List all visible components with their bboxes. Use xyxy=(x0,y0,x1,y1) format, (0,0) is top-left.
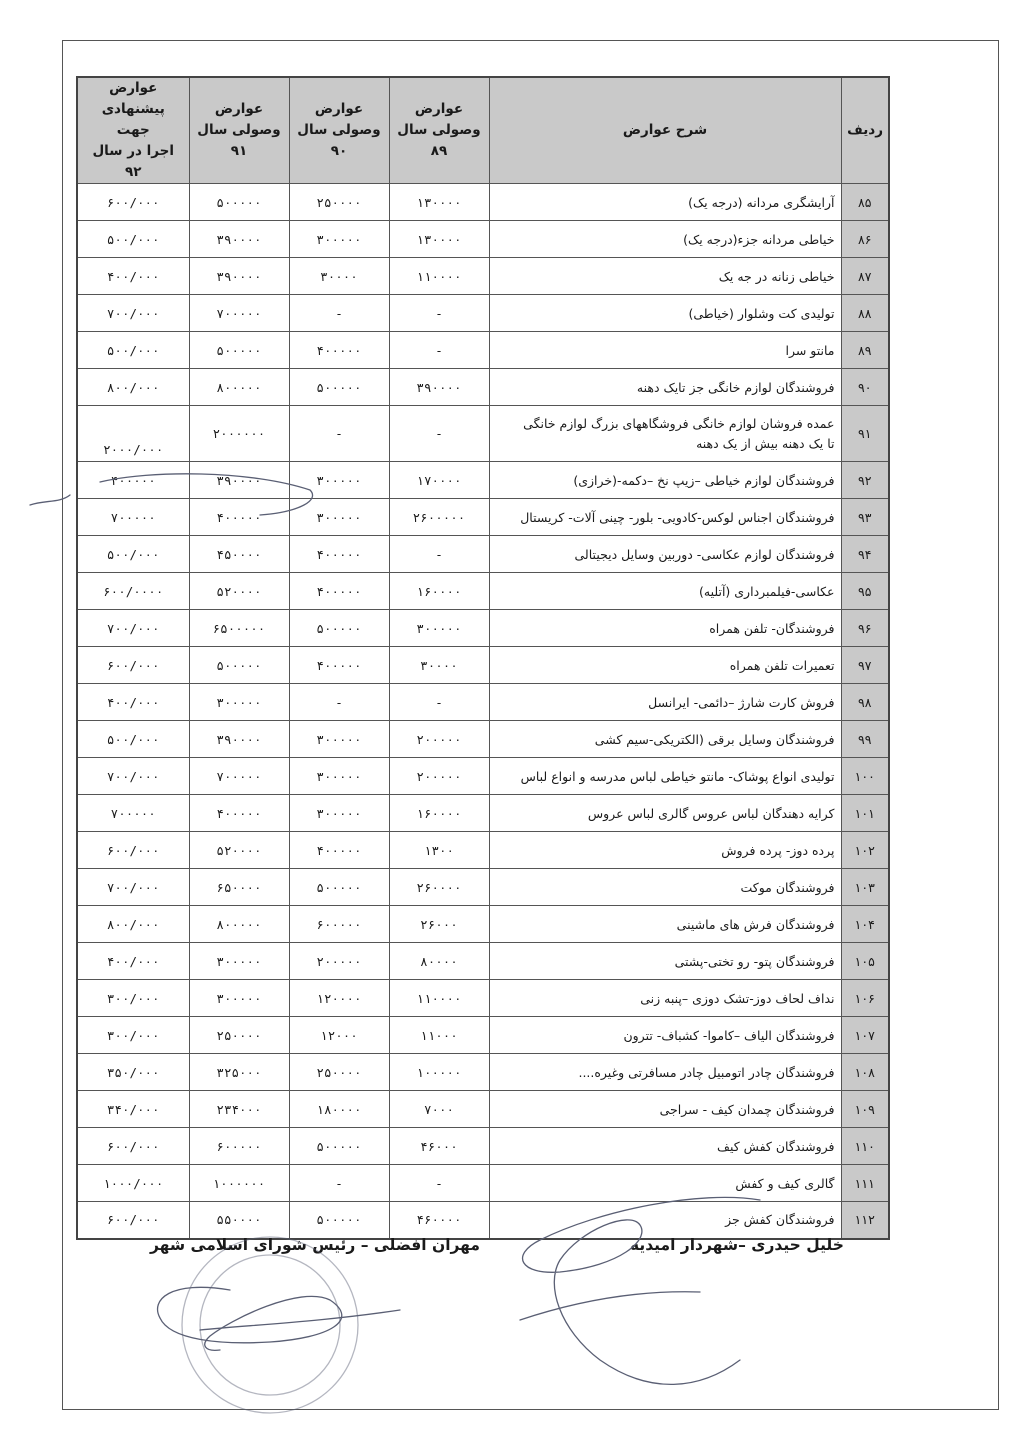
year-90-cell: ۵۰۰۰۰۰ xyxy=(289,1202,389,1239)
row-number-cell: ۹۰ xyxy=(841,369,889,406)
year-90-cell: ۵۰۰۰۰۰ xyxy=(289,369,389,406)
proposed-92-cell: ۵۰۰/۰۰۰ xyxy=(77,721,189,758)
year-91-cell: ۳۰۰۰۰۰ xyxy=(189,684,289,721)
proposed-92-cell: ۶۰۰/۰۰۰ xyxy=(77,1202,189,1239)
year-91-cell: ۸۰۰۰۰۰ xyxy=(189,906,289,943)
year-89-cell: ۱۱۰۰۰۰ xyxy=(389,980,489,1017)
year-91-cell: ۲۳۴۰۰۰ xyxy=(189,1091,289,1128)
year-90-cell: ۲۰۰۰۰۰ xyxy=(289,943,389,980)
year-91-cell: ۴۵۰۰۰۰ xyxy=(189,536,289,573)
proposed-92-cell: ۶۰۰/۰۰۰ xyxy=(77,832,189,869)
row-number-cell: ۱۰۵ xyxy=(841,943,889,980)
year-90-cell: ۳۰۰۰۰۰ xyxy=(289,721,389,758)
year-90-cell: ۳۰۰۰۰۰ xyxy=(289,221,389,258)
row-number-cell: ۹۸ xyxy=(841,684,889,721)
header-row xyxy=(77,77,889,184)
proposed-92-cell: ۶۰۰/۰۰۰ xyxy=(77,1128,189,1165)
description-cell: فروشندگان- تلفن همراه xyxy=(489,610,841,647)
year-89-cell: - xyxy=(389,295,489,332)
description-cell: فروشندگان وسایل برقی (الکتریکی-سیم کشی xyxy=(489,721,841,758)
table-row xyxy=(77,1017,889,1054)
year-89-cell: ۲۰۰۰۰۰ xyxy=(389,758,489,795)
year-89-cell: ۱۱۰۰۰۰ xyxy=(389,258,489,295)
year-89-cell: ۲۰۰۰۰۰ xyxy=(389,721,489,758)
year-90-cell: - xyxy=(289,406,389,462)
year-90-cell: ۵۰۰۰۰۰ xyxy=(289,869,389,906)
year-91-cell: ۵۲۰۰۰۰ xyxy=(189,832,289,869)
year-90-cell: ۴۰۰۰۰۰ xyxy=(289,536,389,573)
year-91-cell: ۸۰۰۰۰۰ xyxy=(189,369,289,406)
description-cell: فروشندگان کفش کیف xyxy=(489,1128,841,1165)
year-90-cell: - xyxy=(289,1165,389,1202)
header-proposed-92: عوارض پیشنهادی جهت اجرا در سال ۹۲ xyxy=(77,77,189,184)
year-89-cell: ۱۱۰۰۰ xyxy=(389,1017,489,1054)
table-row xyxy=(77,980,889,1017)
proposed-92-cell: ۱۰۰۰/۰۰۰ xyxy=(77,1165,189,1202)
year-91-cell: ۳۹۰۰۰۰ xyxy=(189,462,289,499)
proposed-92-cell: ۸۰۰/۰۰۰ xyxy=(77,369,189,406)
proposed-92-cell: ۵۰۰/۰۰۰ xyxy=(77,332,189,369)
table-row xyxy=(77,647,889,684)
description-cell: مانتو سرا xyxy=(489,332,841,369)
year-90-cell: ۱۸۰۰۰۰ xyxy=(289,1091,389,1128)
year-89-cell: ۳۹۰۰۰۰ xyxy=(389,369,489,406)
proposed-92-cell: ۴۰۰/۰۰۰ xyxy=(77,684,189,721)
year-90-cell: ۴۰۰۰۰۰ xyxy=(289,332,389,369)
row-number-cell: ۹۵ xyxy=(841,573,889,610)
description-cell: فروشندگان چمدان کیف - سراجی xyxy=(489,1091,841,1128)
table-row xyxy=(77,906,889,943)
header-year-90: عوارض وصولی سال ۹۰ xyxy=(289,77,389,184)
table-row xyxy=(77,1165,889,1202)
year-89-cell: - xyxy=(389,684,489,721)
year-89-cell: ۱۳۰۰۰۰ xyxy=(389,184,489,221)
header-description: شرح عوارض xyxy=(489,77,841,184)
row-number-cell: ۱۰۶ xyxy=(841,980,889,1017)
description-cell: فروشندگان موکت xyxy=(489,869,841,906)
year-89-cell: ۱۳۰۰۰۰ xyxy=(389,221,489,258)
year-89-cell: ۱۰۰۰۰۰ xyxy=(389,1054,489,1091)
year-90-cell: ۳۰۰۰۰۰ xyxy=(289,499,389,536)
year-91-cell: ۴۰۰۰۰۰ xyxy=(189,795,289,832)
proposed-92-cell: ۳۵۰/۰۰۰ xyxy=(77,1054,189,1091)
row-number-cell: ۹۱ xyxy=(841,406,889,462)
proposed-92-cell: ۵۰۰/۰۰۰ xyxy=(77,221,189,258)
row-number-cell: ۱۱۱ xyxy=(841,1165,889,1202)
table-row xyxy=(77,184,889,221)
table-row xyxy=(77,221,889,258)
year-89-cell: ۲۶۰۰۰۰ xyxy=(389,869,489,906)
description-cell: عکاسی-فیلمبرداری (آتلیه) xyxy=(489,573,841,610)
year-89-cell: ۱۳۰۰ xyxy=(389,832,489,869)
year-91-cell: ۲۰۰۰۰۰۰ xyxy=(189,406,289,462)
year-89-cell: - xyxy=(389,406,489,462)
year-91-cell: ۳۹۰۰۰۰ xyxy=(189,721,289,758)
table-row xyxy=(77,610,889,647)
row-number-cell: ۸۷ xyxy=(841,258,889,295)
proposed-92-cell: ۷۰۰۰۰۰ xyxy=(77,795,189,832)
proposed-92-cell: ۶۰۰/۰۰۰ xyxy=(77,647,189,684)
description-cell: تولیدی انواع پوشاک- مانتو خیاطی لباس مدرسه و انواع لباس xyxy=(489,758,841,795)
year-89-cell: ۴۶۰۰۰۰ xyxy=(389,1202,489,1239)
row-number-cell: ۹۴ xyxy=(841,536,889,573)
row-number-cell: ۱۰۳ xyxy=(841,869,889,906)
council-head-signature-line: مهران افضلی – رئیس شورای اسلامی شهر xyxy=(150,1236,480,1254)
year-89-cell: - xyxy=(389,332,489,369)
year-91-cell: ۶۰۰۰۰۰ xyxy=(189,1128,289,1165)
year-91-cell: ۵۰۰۰۰۰ xyxy=(189,184,289,221)
description-cell: تولیدی کت وشلوار (خیاطی) xyxy=(489,295,841,332)
description-cell: آرایشگری مردانه (درجه یک) xyxy=(489,184,841,221)
table-row xyxy=(77,258,889,295)
year-91-cell: ۳۰۰۰۰۰ xyxy=(189,943,289,980)
year-90-cell: ۴۰۰۰۰۰ xyxy=(289,832,389,869)
row-number-cell: ۱۰۸ xyxy=(841,1054,889,1091)
year-90-cell: ۴۰۰۰۰۰ xyxy=(289,647,389,684)
year-90-cell: ۲۵۰۰۰۰ xyxy=(289,1054,389,1091)
proposed-92-cell: ۷۰۰/۰۰۰ xyxy=(77,758,189,795)
description-cell: فروش کارت شارژ –دائمی- ایرانسل xyxy=(489,684,841,721)
header-year-91: عوارض وصولی سال ۹۱ xyxy=(189,77,289,184)
proposed-92-cell: ۶۰۰/۰۰۰ xyxy=(77,184,189,221)
proposed-92-cell: ۴۰۰/۰۰۰ xyxy=(77,258,189,295)
table-row xyxy=(77,758,889,795)
header-year-89: عوارض وصولی سال ۸۹ xyxy=(389,77,489,184)
table-row xyxy=(77,832,889,869)
proposed-92-cell: ۷۰۰۰۰۰ xyxy=(77,499,189,536)
row-number-cell: ۸۵ xyxy=(841,184,889,221)
year-89-cell: - xyxy=(389,536,489,573)
proposed-92-cell: ۳۰۰/۰۰۰ xyxy=(77,1017,189,1054)
year-91-cell: ۳۰۰۰۰۰ xyxy=(189,980,289,1017)
header-row-number: ردیف xyxy=(841,77,889,184)
proposed-92-cell: ۷۰۰/۰۰۰ xyxy=(77,610,189,647)
year-91-cell: ۷۰۰۰۰۰ xyxy=(189,758,289,795)
table-row xyxy=(77,573,889,610)
year-91-cell: ۵۵۰۰۰۰ xyxy=(189,1202,289,1239)
year-91-cell: ۶۵۰۰۰۰ xyxy=(189,869,289,906)
year-90-cell: ۱۲۰۰۰ xyxy=(289,1017,389,1054)
row-number-cell: ۱۰۷ xyxy=(841,1017,889,1054)
table-row xyxy=(77,1091,889,1128)
proposed-92-cell: ۳۰۰/۰۰۰ xyxy=(77,980,189,1017)
description-cell: فروشندگان پتو- رو تختی-پشتی xyxy=(489,943,841,980)
table-row xyxy=(77,1128,889,1165)
year-90-cell: ۳۰۰۰۰ xyxy=(289,258,389,295)
table-row xyxy=(77,1202,889,1239)
description-cell: خیاطی زنانه در جه یک xyxy=(489,258,841,295)
year-89-cell: ۷۰۰۰ xyxy=(389,1091,489,1128)
proposed-92-cell: ۵۰۰/۰۰۰ xyxy=(77,536,189,573)
description-cell: پرده دوز- پرده فروش xyxy=(489,832,841,869)
tariff-table xyxy=(76,76,890,1240)
proposed-92-cell: ۶۰۰/۰۰۰۰ xyxy=(77,573,189,610)
row-number-cell: ۱۰۱ xyxy=(841,795,889,832)
year-91-cell: ۶۵۰۰۰۰۰ xyxy=(189,610,289,647)
row-number-cell: ۹۹ xyxy=(841,721,889,758)
year-90-cell: ۵۰۰۰۰۰ xyxy=(289,610,389,647)
year-90-cell: ۶۰۰۰۰۰ xyxy=(289,906,389,943)
description-cell: خیاطی مردانه جزء(درجه یک) xyxy=(489,221,841,258)
table-row xyxy=(77,721,889,758)
table-row xyxy=(77,684,889,721)
year-91-cell: ۳۲۵۰۰۰ xyxy=(189,1054,289,1091)
year-90-cell: ۱۲۰۰۰۰ xyxy=(289,980,389,1017)
mayor-signature-line: خلیل حیدری –شهردار امیدیه xyxy=(630,1236,844,1254)
table-row xyxy=(77,406,889,462)
year-89-cell: ۴۶۰۰۰ xyxy=(389,1128,489,1165)
row-number-cell: ۹۷ xyxy=(841,647,889,684)
year-89-cell: ۸۰۰۰۰ xyxy=(389,943,489,980)
year-90-cell: ۵۰۰۰۰۰ xyxy=(289,1128,389,1165)
row-number-cell: ۱۰۲ xyxy=(841,832,889,869)
year-90-cell: ۳۰۰۰۰۰ xyxy=(289,462,389,499)
table-row xyxy=(77,332,889,369)
proposed-92-cell: ۳۴۰/۰۰۰ xyxy=(77,1091,189,1128)
description-cell: تعمیرات تلفن همراه xyxy=(489,647,841,684)
table-row xyxy=(77,499,889,536)
description-cell: فروشندگان فرش های ماشینی xyxy=(489,906,841,943)
description-cell: گالری کیف و کفش xyxy=(489,1165,841,1202)
year-89-cell: ۲۶۰۰۰ xyxy=(389,906,489,943)
year-89-cell: ۳۰۰۰۰۰ xyxy=(389,610,489,647)
description-cell: نداف لحاف دوز-تشک دوزی –پنبه زنی xyxy=(489,980,841,1017)
year-89-cell: - xyxy=(389,1165,489,1202)
proposed-92-cell: ۷۰۰/۰۰۰ xyxy=(77,295,189,332)
year-90-cell: ۳۰۰۰۰۰ xyxy=(289,795,389,832)
proposed-92-cell: ۸۰۰/۰۰۰ xyxy=(77,906,189,943)
row-number-cell: ۹۳ xyxy=(841,499,889,536)
row-number-cell: ۸۹ xyxy=(841,332,889,369)
year-90-cell: ۴۰۰۰۰۰ xyxy=(289,573,389,610)
table-row xyxy=(77,795,889,832)
row-number-cell: ۸۶ xyxy=(841,221,889,258)
year-89-cell: ۱۶۰۰۰۰ xyxy=(389,573,489,610)
row-number-cell: ۸۸ xyxy=(841,295,889,332)
year-90-cell: ۳۰۰۰۰۰ xyxy=(289,758,389,795)
table-row xyxy=(77,943,889,980)
year-90-cell: - xyxy=(289,684,389,721)
table-row xyxy=(77,369,889,406)
description-cell: فروشندگان اجناس لوکس-کادویی- بلور- چینی آلات- کریستال xyxy=(489,499,841,536)
table-row xyxy=(77,536,889,573)
year-91-cell: ۵۰۰۰۰۰ xyxy=(189,647,289,684)
description-cell: فروشندگان چادر اتومبیل چادر مسافرتی وغیره.... xyxy=(489,1054,841,1091)
row-number-cell: ۹۶ xyxy=(841,610,889,647)
year-89-cell: ۱۶۰۰۰۰ xyxy=(389,795,489,832)
description-cell: فروشندگان کفش جز xyxy=(489,1202,841,1239)
proposed-92-cell: ۷۰۰/۰۰۰ xyxy=(77,869,189,906)
table-row xyxy=(77,462,889,499)
year-89-cell: ۳۰۰۰۰ xyxy=(389,647,489,684)
description-cell: فروشندگان لوازم خیاطی –زیپ نخ –دکمه-(خرازی) xyxy=(489,462,841,499)
year-90-cell: ۲۵۰۰۰۰ xyxy=(289,184,389,221)
row-number-cell: ۱۰۴ xyxy=(841,906,889,943)
year-91-cell: ۳۹۰۰۰۰ xyxy=(189,221,289,258)
proposed-92-cell: ۴۰۰۰۰۰ xyxy=(77,462,189,499)
proposed-92-cell: ۴۰۰/۰۰۰ xyxy=(77,943,189,980)
table-row xyxy=(77,295,889,332)
year-89-cell: ۱۷۰۰۰۰ xyxy=(389,462,489,499)
year-89-cell: ۲۶۰۰۰۰۰ xyxy=(389,499,489,536)
year-91-cell: ۷۰۰۰۰۰ xyxy=(189,295,289,332)
row-number-cell: ۱۱۲ xyxy=(841,1202,889,1239)
year-91-cell: ۵۰۰۰۰۰ xyxy=(189,332,289,369)
row-number-cell: ۱۰۰ xyxy=(841,758,889,795)
table-row xyxy=(77,869,889,906)
year-91-cell: ۴۰۰۰۰۰ xyxy=(189,499,289,536)
year-91-cell: ۲۵۰۰۰۰ xyxy=(189,1017,289,1054)
description-cell: کرایه دهندگان لباس عروس گالری لباس عروس xyxy=(489,795,841,832)
description-cell: فروشندگان لوازم خانگی جز تایک دهنه xyxy=(489,369,841,406)
year-91-cell: ۵۲۰۰۰۰ xyxy=(189,573,289,610)
description-cell: فروشندگان لوازم عکاسی- دوربین وسایل دیجیتالی xyxy=(489,536,841,573)
description-cell: عمده فروشان لوازم خانگی فروشگاههای بزرگ لوازم خانگی تا یک دهنه بیش از یک دهنه xyxy=(489,406,841,462)
year-91-cell: ۱۰۰۰۰۰۰ xyxy=(189,1165,289,1202)
year-90-cell: - xyxy=(289,295,389,332)
table-row xyxy=(77,1054,889,1091)
year-91-cell: ۳۹۰۰۰۰ xyxy=(189,258,289,295)
row-number-cell: ۱۱۰ xyxy=(841,1128,889,1165)
description-cell: فروشندگان الیاف –کاموا- کشباف- تترون xyxy=(489,1017,841,1054)
row-number-cell: ۹۲ xyxy=(841,462,889,499)
row-number-cell: ۱۰۹ xyxy=(841,1091,889,1128)
proposed-92-cell: ۲۰۰۰/۰۰۰ xyxy=(77,406,189,462)
